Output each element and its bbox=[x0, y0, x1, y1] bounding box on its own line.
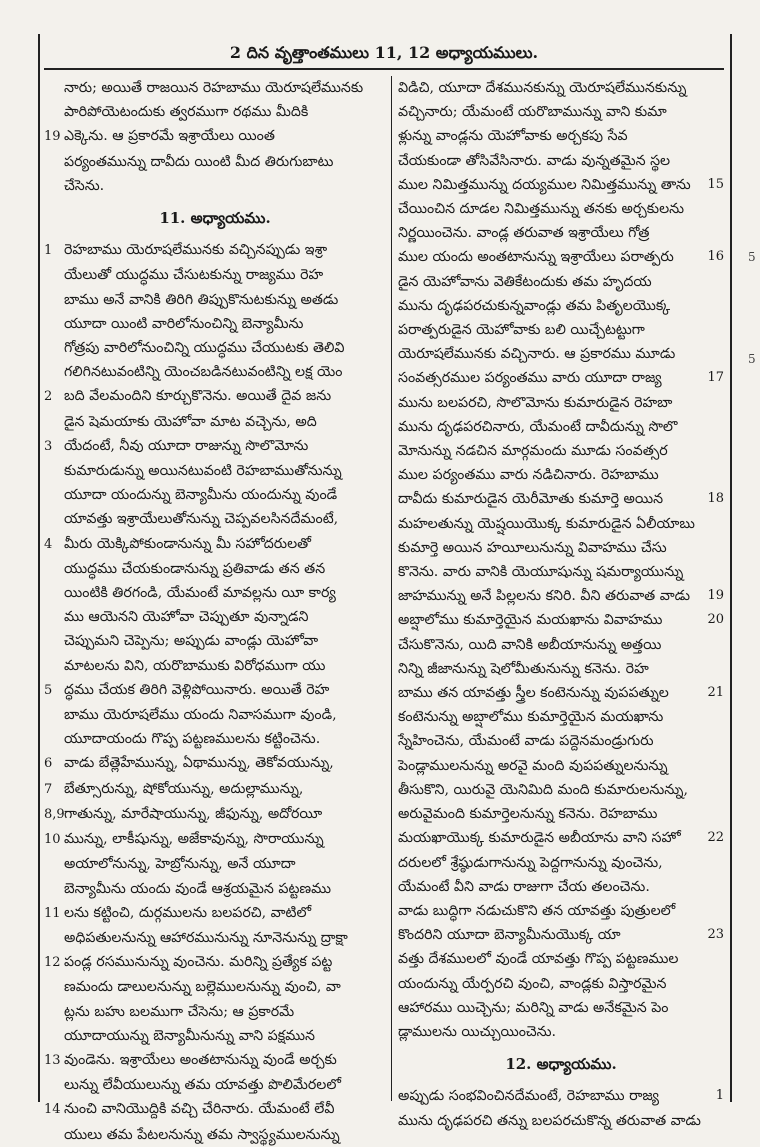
line-text: యేమంటే వీని వాడు రాజుగా చేయ తలంచెను. bbox=[398, 878, 650, 895]
text-line bbox=[398, 947, 724, 971]
text-line bbox=[398, 100, 724, 124]
line-text: నిన్ని జీజానున్ను షెలోమీతునున్ను కనెను. రెహ bbox=[398, 660, 649, 677]
left-border-rule bbox=[38, 34, 40, 1102]
right-body-lines bbox=[398, 76, 724, 1044]
text-line bbox=[398, 633, 724, 657]
text-line bbox=[398, 778, 724, 802]
line-text: అప్పుడు సంభవించినదేమంటే, రెహబాము రాజ్య bbox=[398, 1088, 659, 1105]
verse-number: 13 bbox=[44, 1052, 61, 1068]
text-line bbox=[44, 384, 386, 409]
line-text: స్నేహించెను, యేమంటే వాడు పద్దెనమండ్రుగురు bbox=[398, 733, 654, 750]
line-text: యూదా యందున్ను బెన్యామీను యందున్ను వుండే bbox=[64, 487, 338, 504]
text-line bbox=[44, 360, 386, 384]
text-line bbox=[44, 1073, 386, 1097]
text-line bbox=[398, 729, 724, 753]
verse-number: 20 bbox=[707, 612, 724, 628]
verse-number: 1 bbox=[715, 1088, 724, 1104]
text-line bbox=[44, 410, 386, 434]
text-line bbox=[44, 238, 386, 263]
text-line bbox=[44, 459, 386, 483]
line-text: బాము అనే వానికి తిరిగి తిప్పుకొనుటకున్ను అతడు bbox=[64, 291, 339, 308]
line-text: లను కట్టించి, దుర్గములను బలపరచి, వాటిలో bbox=[64, 904, 312, 921]
line-text: వాడు బుద్ధిగా నడుచుకొని తన యావత్తు పుత్రులలో bbox=[398, 902, 676, 919]
line-text: ట్లను బహు బలముగా చేసెను; ఆ ప్రకారమే bbox=[64, 1003, 295, 1020]
text-line bbox=[398, 705, 724, 729]
text-line bbox=[44, 1123, 386, 1147]
text-line bbox=[398, 923, 724, 947]
text-line bbox=[44, 174, 386, 198]
text-line bbox=[398, 221, 724, 245]
line-text: యెరూషలేమునకు వచ్చినారు. ఆ ప్రకారము మూడు bbox=[398, 346, 676, 363]
text-line bbox=[44, 802, 386, 827]
verse-number: 23 bbox=[707, 927, 724, 943]
verse-number: 19 bbox=[707, 588, 724, 604]
line-text: లున్ను లేవీయులున్ను తమ యావత్తు పొలిమేరలలో bbox=[64, 1077, 341, 1094]
text-line bbox=[398, 512, 724, 536]
running-header bbox=[44, 38, 724, 70]
text-line bbox=[44, 877, 386, 901]
text-line bbox=[44, 532, 386, 557]
line-text: ఆహారము యిచ్చెను; మరిన్ని వాడు అనేకమైన పెం bbox=[398, 999, 669, 1016]
text-line bbox=[44, 975, 386, 999]
text-line bbox=[398, 270, 724, 294]
line-text: బేత్సూరున్ను, షోకోయున్ను, అదుల్లామున్ను, bbox=[64, 780, 304, 797]
text-line bbox=[44, 727, 386, 751]
verse-number: 22 bbox=[707, 830, 724, 846]
text-line bbox=[44, 852, 386, 876]
line-text: ద్ధము చేయక తిరిగి వెళ్లిపోయినారు. అయితే రెహ bbox=[64, 681, 330, 698]
verse-number: 14 bbox=[44, 1102, 61, 1118]
line-text: పారిపోయెటందుకు త్వరముగా రథము మీదికి bbox=[64, 104, 309, 121]
line-text: ముల నిమిత్తమున్ను దయ్యముల నిమిత్తమున్ను తాను bbox=[398, 176, 691, 193]
line-text: కొందరిని యూదా బెన్యామీనుయొక్క యా bbox=[398, 927, 621, 944]
line-text: విడిచి, యూదా దేశమునకున్ను యెరూషలేమునకున్ను bbox=[398, 80, 687, 96]
text-line bbox=[398, 972, 724, 996]
right-border-rule bbox=[730, 34, 732, 1102]
verse-number: 17 bbox=[707, 370, 724, 386]
line-text: కుమారుడున్ను అయినటువంటి రెహబాముతోనున్ను bbox=[64, 463, 342, 480]
text-line bbox=[398, 245, 724, 269]
edge-mark: 5 bbox=[748, 352, 756, 366]
line-text: కంటెనున్ను అబ్షాలోము కుమార్తెయైన మయఖాను bbox=[398, 709, 664, 726]
edge-mark: 5 bbox=[748, 250, 756, 264]
text-line bbox=[398, 1109, 724, 1133]
text-line bbox=[398, 439, 724, 463]
verse-number: 7 bbox=[44, 781, 53, 797]
line-text: మును దృఢపరచి తన్ను బలపరచుకొన్న తరువాత వాడు bbox=[398, 1112, 701, 1129]
line-text: చెప్పుమని చెప్పెను; అప్పుడు వాండ్లు యెహోవా bbox=[64, 633, 319, 650]
line-text: గోత్రపు వారిలోనుంచిన్ని యుద్ధము చేయుటకు తెలివి bbox=[64, 340, 345, 357]
verse-number: 19 bbox=[44, 129, 61, 145]
line-text: బది వేలమందిని కూర్చుకొనెను. అయితే దైవ జను bbox=[64, 388, 332, 405]
text-line bbox=[44, 1024, 386, 1048]
text-line bbox=[44, 312, 386, 336]
text-line bbox=[398, 826, 724, 850]
line-text: మును దృఢపరచుకున్నవాండ్లు తమ పితృలయొక్క bbox=[398, 297, 671, 314]
text-line bbox=[44, 263, 386, 287]
line-text: దరులలో శ్రేష్ఠుడుగానున్ను పెద్దగానున్ను వుంచెను, bbox=[398, 854, 663, 871]
verse-number: 11 bbox=[44, 905, 61, 921]
text-line bbox=[44, 703, 386, 727]
left-body-lines bbox=[44, 238, 386, 1147]
text-line bbox=[44, 336, 386, 360]
right-text-column bbox=[398, 76, 724, 1129]
text-line bbox=[398, 173, 724, 197]
line-text: పర్యంతమున్ను దావీదు యింటి మీద తిరుగుబాటు bbox=[64, 153, 334, 170]
line-text: యూదాయున్ను బెన్యామీనున్ను వాని పక్షమున bbox=[64, 1027, 315, 1044]
text-line bbox=[398, 851, 724, 875]
text-line bbox=[44, 507, 386, 531]
text-line bbox=[44, 950, 386, 975]
line-text: ము ఆయెనని యెహోవా చెప్పుతూ వున్నాడని bbox=[64, 609, 309, 626]
line-text: మాటలను విని, యరొబాముకు విరోధముగా యు bbox=[64, 657, 326, 674]
text-line bbox=[44, 557, 386, 581]
column-divider bbox=[391, 76, 392, 1101]
edge-margin-marks bbox=[748, 0, 760, 1112]
text-line bbox=[44, 1000, 386, 1024]
line-text: పరాత్పరుడైన యెహోవాకు బలి యిచ్చేటట్టుగా bbox=[398, 322, 645, 339]
line-text: యందున్ను యేర్పరచి వుంచి, వాండ్లకు విస్తారమైన bbox=[398, 975, 667, 992]
line-text: తీసుకొని, యిరువై యెనిమిది మంది కుమారులనున్ను, bbox=[398, 781, 688, 798]
line-text: అయాలోనున్ను, హెబ్రోనున్ను, అనే యూదా bbox=[64, 856, 296, 873]
text-line bbox=[44, 581, 386, 605]
line-text: మీరు యెక్కిపోకుండానున్ను మీ సహోదరులతో bbox=[64, 535, 311, 552]
verse-number: 3 bbox=[44, 438, 53, 454]
text-line bbox=[398, 294, 724, 318]
line-text: కుమార్తె అయిన హయీలునున్ను వివాహము చేసు bbox=[398, 539, 667, 556]
text-line bbox=[44, 124, 386, 149]
text-line bbox=[44, 926, 386, 950]
text-line bbox=[398, 608, 724, 632]
line-text: మును బలపరచి, సొలొమోను కుమారుడైన రెహబా bbox=[398, 394, 673, 411]
line-text: సంవత్సరముల పర్యంతము వారు యూదా రాజ్య bbox=[398, 370, 662, 387]
text-line bbox=[398, 318, 724, 342]
running-header-title: 2 దిన వృత్తాంతములు 11, 12 అధ్యాయములు. bbox=[229, 43, 539, 62]
text-line bbox=[44, 483, 386, 507]
text-line bbox=[398, 76, 724, 100]
line-text: యేలుతో యుద్ధము చేసుటకున్ను రాజ్యము రెహ bbox=[64, 267, 324, 284]
verse-number: 12 bbox=[44, 955, 61, 971]
text-line bbox=[398, 366, 724, 390]
text-line bbox=[44, 100, 386, 124]
line-text: డైన యెహోవాను వెతికేటందుకు తమ హృదయ bbox=[398, 273, 652, 290]
left-text-column bbox=[44, 76, 386, 1143]
verse-number: 2 bbox=[44, 389, 53, 405]
line-text: యింటికి తిరగండి, యేమంటే మావల్లను యీ కార్య bbox=[64, 585, 336, 602]
line-text: ణమందు డాలులనున్ను బల్లెములనున్ను వుంచి, వా bbox=[64, 979, 341, 996]
line-text: రెహబాము యెరూషలేమునకు వచ్చినప్పుడు ఇశ్రా bbox=[64, 242, 328, 259]
text-line bbox=[44, 827, 386, 852]
line-text: అరువైమంది కుమార్తెలనున్ను కనెను. రెహబాము bbox=[398, 806, 658, 823]
verse-number: 16 bbox=[707, 249, 724, 265]
verse-number: 5 bbox=[44, 682, 53, 698]
line-text: గాతున్ను, మారేషాయున్ను, జీఫున్ను, అదోరయీ bbox=[64, 805, 323, 822]
verse-number: 18 bbox=[707, 491, 724, 507]
line-text: యులు తమ పేటలనున్ను తమ స్వాస్థ్యములనున్ను bbox=[64, 1126, 340, 1143]
text-line bbox=[398, 875, 724, 899]
text-line bbox=[398, 899, 724, 923]
verse-number: 6 bbox=[44, 756, 53, 772]
text-line bbox=[398, 754, 724, 778]
line-text: మున్ను, లాకీషున్ను, అజేకావున్ను, సొరాయున్ను bbox=[64, 831, 324, 848]
verse-number: 15 bbox=[707, 176, 724, 192]
line-text: ఎక్కెను. ఆ ప్రకారమే ఇశ్రాయేలు యింత bbox=[64, 128, 275, 145]
line-text: మోనున్ను నడచిన మార్గమందు మూడు సంవత్సర bbox=[398, 443, 668, 460]
text-line bbox=[398, 560, 724, 584]
text-line bbox=[398, 657, 724, 681]
line-text: వుండెను. ఇశ్రాయేలు అంతటానున్ను వుండే అర్చకు bbox=[64, 1051, 337, 1068]
text-line bbox=[44, 654, 386, 678]
verse-number: 1 bbox=[44, 243, 53, 259]
text-line bbox=[398, 487, 724, 511]
verse-number: 21 bbox=[707, 685, 724, 701]
line-text: చేయకుండా తోసివేసినారు. వాడు వున్నతమైన స్థల bbox=[398, 152, 671, 169]
text-line bbox=[398, 996, 724, 1020]
line-text: అబ్షాలోము కుమార్తెయైన మయఖాను వివాహము bbox=[398, 612, 663, 629]
line-text: దావీదు కుమారుడైన యెరీమోతు కుమార్తె అయిన bbox=[398, 491, 664, 508]
text-line bbox=[44, 605, 386, 629]
line-text: యుద్ధము చేయకుండానున్ను ప్రతివాడు తన తన bbox=[64, 560, 326, 577]
right-after-lines bbox=[398, 1084, 724, 1132]
text-line bbox=[398, 536, 724, 560]
text-line bbox=[44, 678, 386, 703]
line-text: డైన షెమయాకు యెహోవా మాట వచ్చెను, అది bbox=[64, 413, 317, 430]
text-line bbox=[44, 901, 386, 926]
verse-number: 8,9 bbox=[44, 806, 65, 822]
chapter-11-heading: 11. అధ్యాయము. bbox=[159, 209, 271, 228]
text-line bbox=[398, 681, 724, 705]
text-line bbox=[44, 76, 386, 100]
chapter-12-heading: 12. అధ్యాయము. bbox=[505, 1055, 617, 1074]
text-line bbox=[398, 415, 724, 439]
line-text: ళ్లున్ను వాండ్లను యెహోవాకు అర్చకపు సేవ bbox=[398, 128, 628, 145]
text-line bbox=[44, 1097, 386, 1122]
line-text: పండ్ల రసమునున్ను వుంచెను. మరిన్ని ప్రత్యేక పట్ట bbox=[64, 954, 333, 971]
text-line bbox=[398, 802, 724, 826]
line-text: ముల పర్యంతము వారు నడిచినారు. రెహబాము bbox=[398, 467, 659, 484]
text-line bbox=[398, 463, 724, 487]
line-text: యూదాయందు గొప్ప పట్టణములను కట్టించెను. bbox=[64, 731, 321, 748]
line-text: వత్తు దేశములలో వుండే యావత్తు గొప్ప పట్టణముల bbox=[398, 951, 679, 968]
text-line bbox=[44, 777, 386, 802]
text-line bbox=[44, 288, 386, 312]
left-intro-lines bbox=[44, 76, 386, 198]
line-text: మును దృఢపరచినారు, యేమంటే దావీదున్ను సొలొ bbox=[398, 418, 678, 435]
line-text: యేదంటే, నీవు యూదా రాజున్ను సొలొమోను bbox=[64, 437, 309, 454]
text-line bbox=[44, 1048, 386, 1073]
line-text: మయఖాయొక్క కుమారుడైన అబీయాను వాని సహో bbox=[398, 830, 681, 847]
line-text: బాము తన యావత్తు స్త్రీల కంటెనున్ను వుపపత్నుల bbox=[398, 685, 669, 702]
line-text: వచ్చినారు; యేమంటే యరొబామున్ను వాని కుమా bbox=[398, 104, 667, 121]
line-text: నుంచి వానియొద్దికి వచ్చి చేరినారు. యేమంటే లేవీ bbox=[64, 1101, 335, 1118]
text-line bbox=[398, 391, 724, 415]
text-line bbox=[44, 751, 386, 776]
text-line bbox=[44, 434, 386, 459]
line-text: జాహమున్ను అనే పిల్లలను కనిరి. వీని తరువాత వాడు bbox=[398, 588, 691, 605]
text-line bbox=[44, 629, 386, 653]
line-text: నిర్ణయించెను. వాండ్ల తరువాత ఇశ్రాయేలు గోత్ర bbox=[398, 225, 650, 242]
line-text: అధిపతులనున్ను ఆహారమునున్ను నూనెనున్ను ద్రాక్షా bbox=[64, 929, 348, 946]
line-text: నారు; అయితే రాజయిన రెహబాము యెరూషలేమునకు bbox=[64, 80, 364, 96]
line-text: వాడు బేత్లెహేమున్ను, ఏథామున్ను, తెకోవయున్ను, bbox=[64, 755, 334, 772]
line-text: యూదా యింటి వారిలోనుంచిన్ని బెన్యామీను bbox=[64, 315, 304, 332]
text-line bbox=[398, 1084, 724, 1108]
line-text: యావత్తు ఇశ్రాయేలుతోనున్ను చెప్పవలసినదేమంటే, bbox=[64, 511, 339, 528]
line-text: ముల యందు అంతటానున్ను ఇశ్రాయేలు పరాత్పరు bbox=[398, 249, 674, 266]
book-page bbox=[10, 4, 746, 1143]
verse-number: 4 bbox=[44, 536, 53, 552]
text-line bbox=[398, 584, 724, 608]
text-line bbox=[398, 1020, 724, 1044]
line-text: కొనెను. వారు వానికి యెయూషున్ను షమర్యాయున్ను bbox=[398, 564, 684, 581]
text-line bbox=[398, 124, 724, 148]
text-line bbox=[398, 197, 724, 221]
line-text: గలిగినటువంటిన్ని యెంచబడినటువంటిన్ని లక్ష యెం bbox=[64, 364, 343, 381]
line-text: చేయించిన దూడల నిమిత్తమున్ను తనకు అర్చకులను bbox=[398, 201, 685, 218]
verse-number: 10 bbox=[44, 832, 61, 848]
text-line bbox=[44, 150, 386, 174]
text-line bbox=[398, 149, 724, 173]
line-text: మహలతున్ను యెష్షయియొక్క కుమారుడైన ఏలీయాబు bbox=[398, 515, 695, 532]
line-text: డ్లాములను యిచ్చుయించెను. bbox=[398, 1023, 557, 1040]
line-text: చేసెను. bbox=[64, 177, 105, 194]
text-line bbox=[398, 342, 724, 366]
line-text: బెన్యామీను యందు వుండే ఆశ్రయమైన పట్టణము bbox=[64, 880, 332, 897]
line-text: చేసుకొనెను, యిది వానికి అబీయానున్ను అత్తయి bbox=[398, 636, 662, 653]
line-text: బాము యెరూషలేము యందు నివాసముగా వుండి, bbox=[64, 707, 337, 724]
line-text: పెండ్లాములనున్ను అరవై మంది వుపపత్నులనున్ను bbox=[398, 757, 668, 774]
